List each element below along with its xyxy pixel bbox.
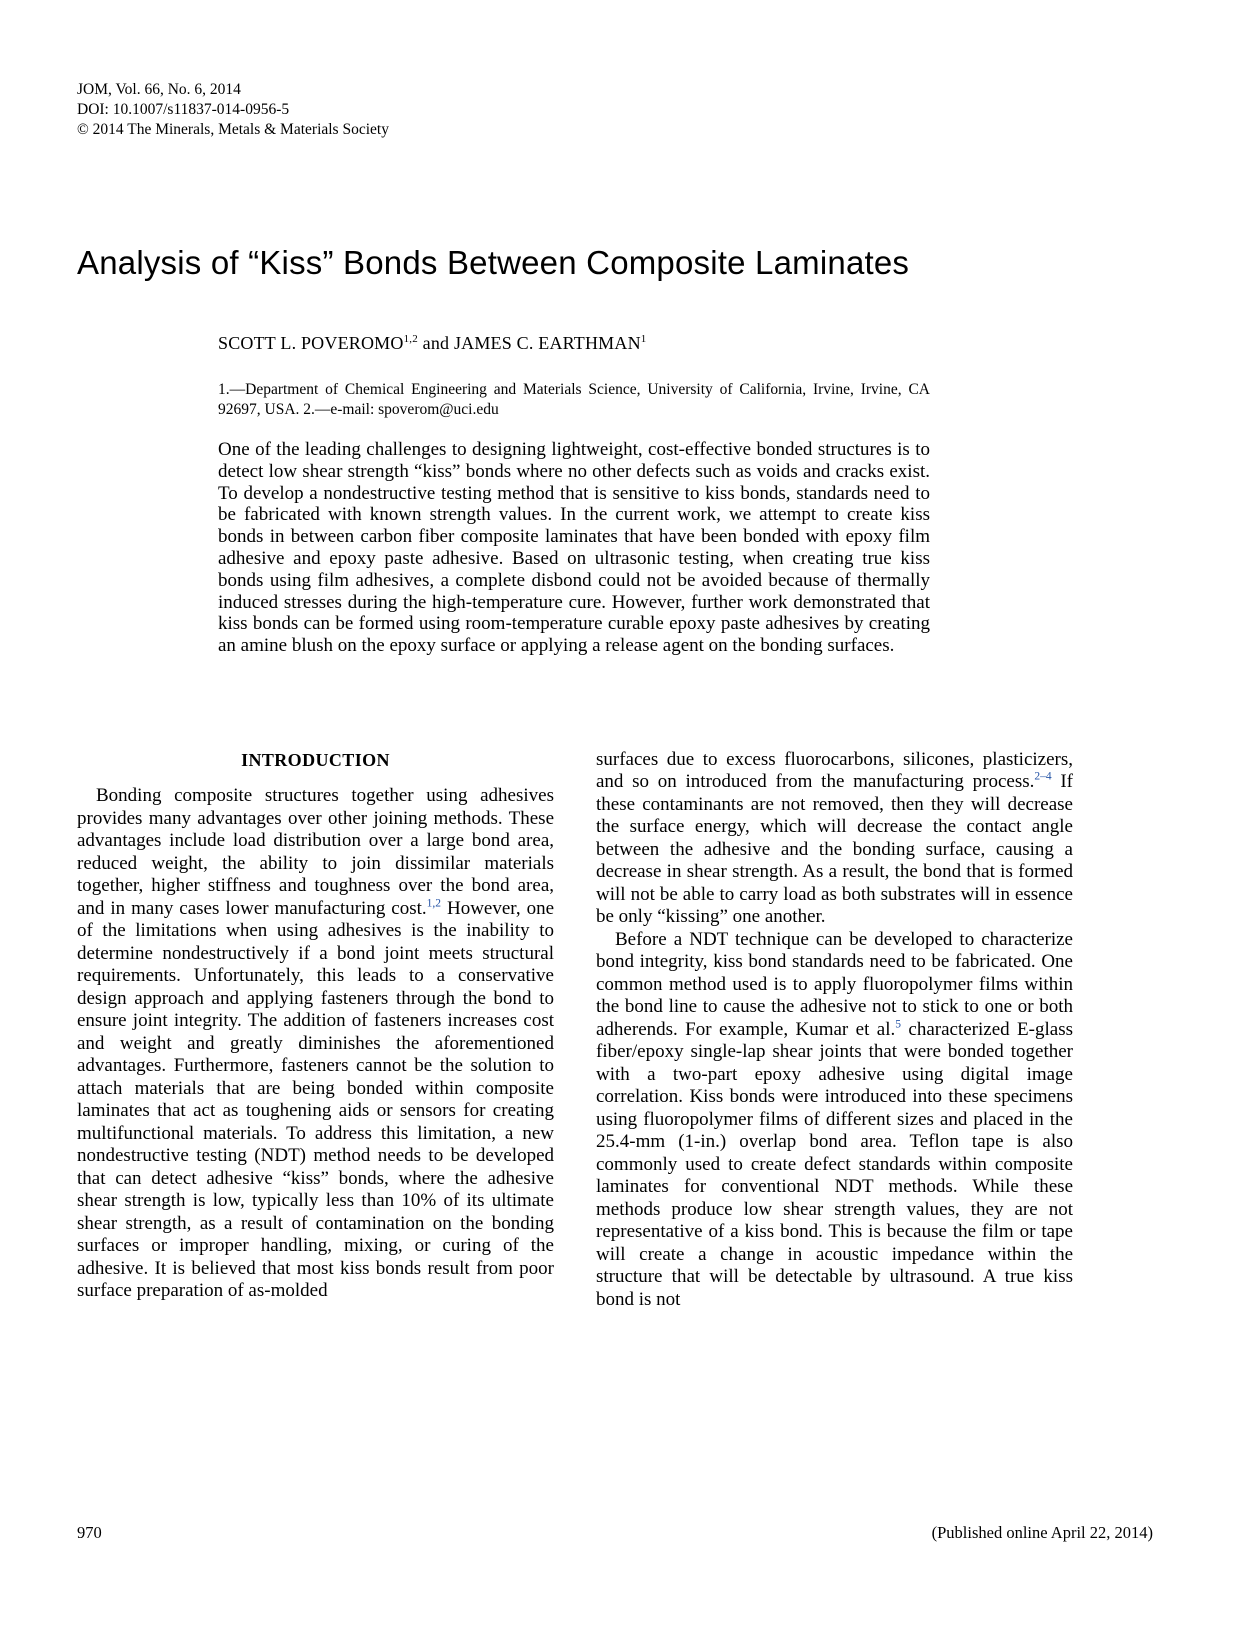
citation-ref-1-2[interactable]: 1,2: [426, 897, 442, 910]
front-matter: [218, 333, 930, 657]
paragraph-text: surfaces due to excess fluorocarbons, silicones, plasticizers, and so on introduced from the manufacturing process.: [596, 748, 1073, 793]
authors-connector: and: [417, 333, 454, 353]
author-1-name: SCOTT L. POVEROMO: [218, 333, 404, 353]
published-online-note: (Published online April 22, 2014): [931, 1523, 1153, 1542]
intro-paragraph-1: [77, 785, 554, 1303]
section-heading-introduction: INTRODUCTION: [241, 749, 390, 770]
paragraph-text: If these contaminants are not removed, then they will decrease the surface energy, which will decrease the contact angle between the adhesive and the bonding surface, causing a decrease in shear strength. As a result, the bond that is formed will not be able to carry load as both substrates will in essence be only “kissing” one another.: [596, 771, 1073, 928]
page-number: 970: [77, 1523, 102, 1542]
citation-ref-5[interactable]: 5: [895, 1018, 901, 1031]
author-1-affiliation-sup: 1,2: [403, 333, 418, 345]
paragraph-text: However, one of the limitations when using adhesives is the inability to determine nondestructively if a bond joint meets structural requirements. Unfortunately, this leads to a conservative design approach and applying fasteners through the bond to ensure joint integrity. The addition of fasteners increases cost and weight and greatly diminishes the aforementioned advantages. Furthermore, fasteners cannot be the solution to attach materials that are being bonded within composite laminates that act as toughening aids or sensors for creating multifunctional materials. To address this limitation, a new nondestructive testing (NDT) method needs to be developed that can detect adhesive “kiss” bonds, where the adhesive shear strength is low, typically less than 10% of its ultimate shear strength, as a result of contamination on the bonding surfaces or improper handling, mixing, or curing of the adhesive. It is believed that most kiss bonds result from poor surface preparation of as-molded: [77, 897, 554, 1302]
paper-title: Analysis of “Kiss” Bonds Between Composite Laminates: [77, 244, 910, 281]
journal-citation-line: JOM, Vol. 66, No. 6, 2014: [77, 81, 241, 98]
journal-header: [77, 80, 1153, 140]
affiliation-text: 1.—Department of Chemical Engineering and Materials Science, University of California, Irvine, Irvine, CA 92697, USA. 2.—e-mail: spoverom@uci.edu: [218, 381, 930, 418]
copyright-line: © 2014 The Minerals, Metals & Materials Society: [77, 121, 389, 138]
abstract-text: One of the leading challenges to designing lightweight, cost-effective bonded structures is to detect low shear strength “kiss” bonds where no other defects such as voids and cracks exist. To develop a nondestructive testing method that is sensitive to kiss bonds, standards need to be fabricated with known strength values. In the current work, we attempt to create kiss bonds in between carbon fiber composite laminates that have been bonded with epoxy film adhesive and epoxy paste adhesive. Based on ultrasonic testing, when creating true kiss bonds using film adhesives, a complete disbond could not be avoided because of thermally induced stresses during the high-temperature cure. However, further work demonstrated that kiss bonds can be formed using room-temperature curable epoxy paste adhesives by creating an amine blush on the epoxy surface or applying a release agent on the bonding surfaces.: [218, 439, 930, 657]
author-2-name: JAMES C. EARTHMAN: [453, 333, 641, 353]
page-footer: [77, 1523, 1153, 1543]
authors-line: [218, 333, 930, 354]
intro-paragraph-2: [596, 929, 1073, 1312]
citation-ref-2-4[interactable]: 2–4: [1034, 771, 1052, 784]
left-column: [77, 749, 554, 1312]
author-2-affiliation-sup: 1: [640, 333, 647, 345]
paragraph-text: Bonding composite structures together using adhesives provides many advantages over other joining methods. These advantages include load distribution over a large bond area, reduced weight, the ability to join dissimilar materials together, higher stiffness and toughness over the bond area, and in many cases lower manufacturing cost.: [77, 785, 554, 919]
paragraph-text: Before a NDT technique can be developed to characterize bond integrity, kiss bond standards need to be fabricated. One common method used is to apply fluoropolymer films within the bond line to cause the adhesive not to stick to one or both adherends. For example, Kumar et al.: [596, 928, 1073, 1040]
paragraph-text: characterized E-glass fiber/epoxy single-lap shear joints that were bonded together with a two-part epoxy adhesive using digital image correlation. Kiss bonds were introduced into these specimens using fluoropolymer films of different sizes and placed in the 25.4-mm (1-in.) overlap bond area. Teflon tape is also commonly used to create defect standards within composite laminates for conventional NDT methods. While these methods produce low shear strength values, they are not representative of a kiss bond. This is because the film or tape will create a change in acoustic impedance within the structure that will be detectable by ultrasound. A true kiss bond is not: [596, 1018, 1073, 1310]
doi-line: DOI: 10.1007/s11837-014-0956-5: [77, 101, 290, 118]
intro-paragraph-1-continued: [596, 749, 1073, 929]
body-columns: [77, 749, 1153, 1312]
right-column: [596, 749, 1073, 1312]
